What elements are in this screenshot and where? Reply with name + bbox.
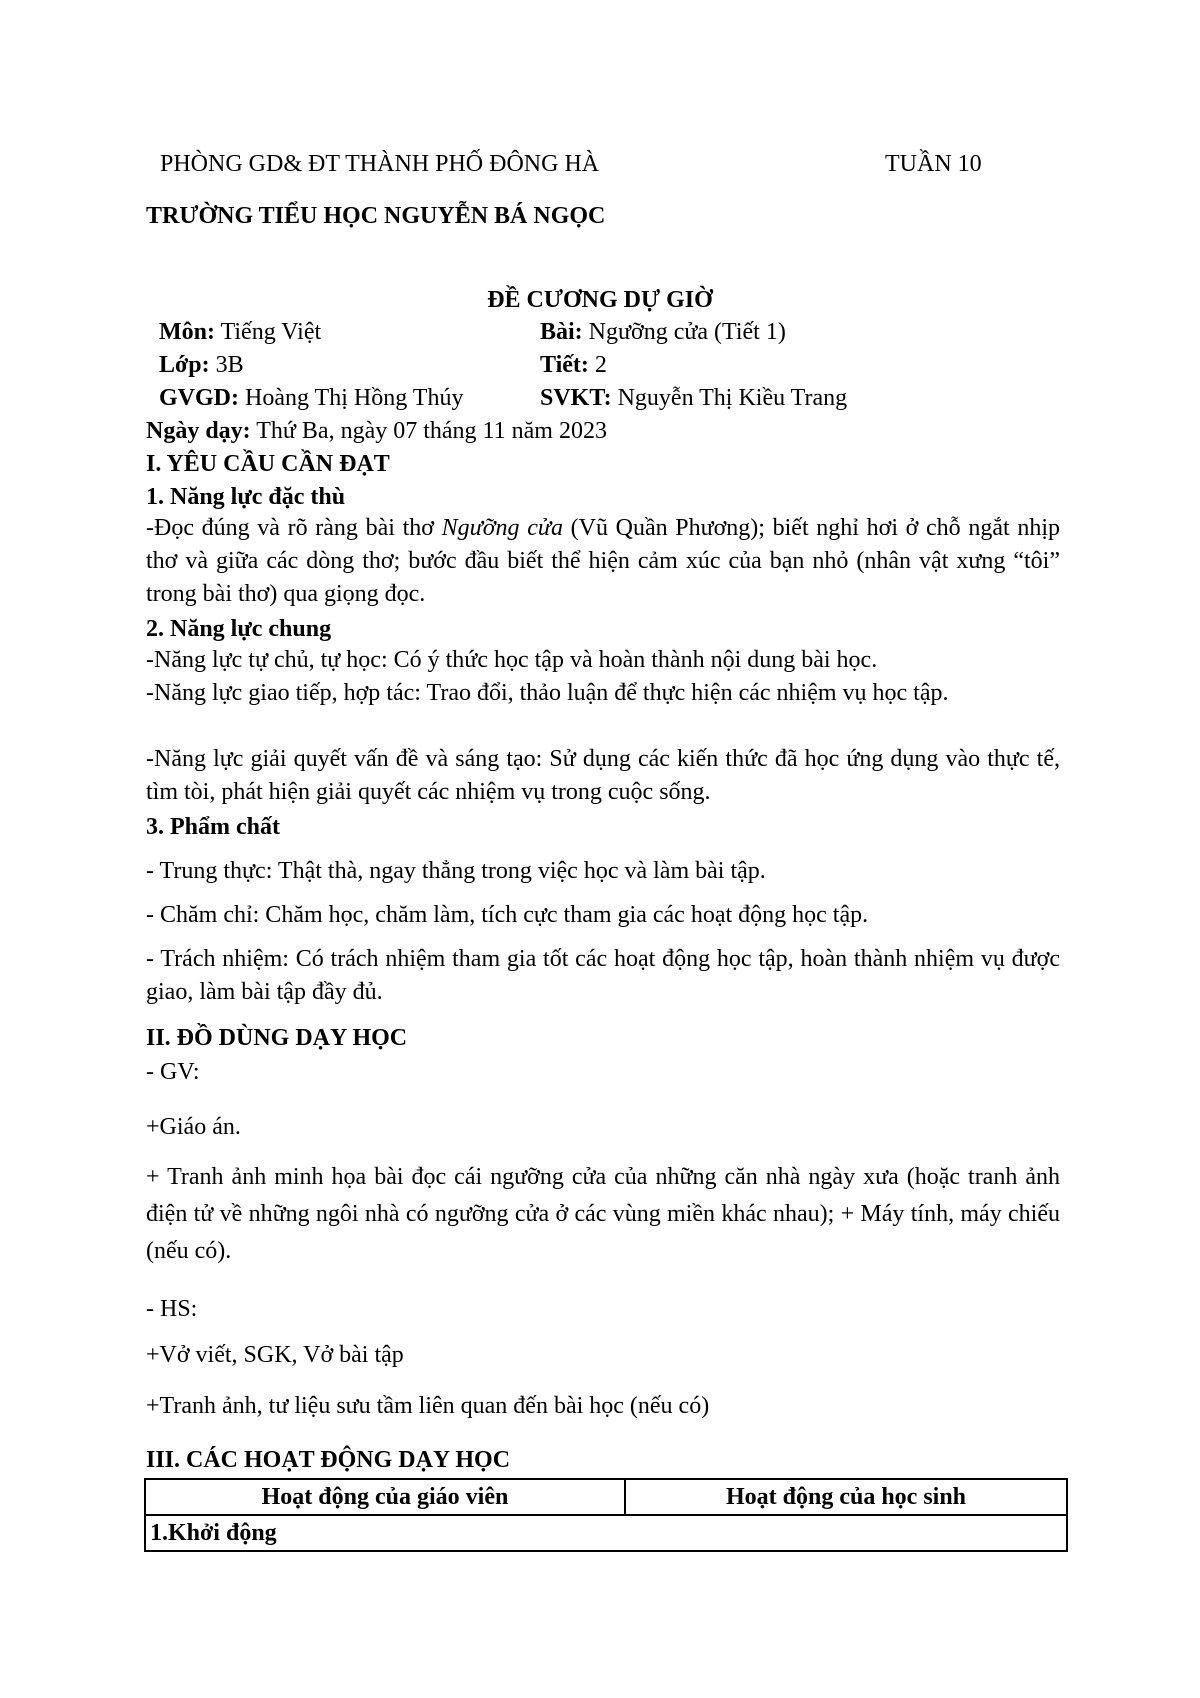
- section-1-heading: I. YÊU CẦU CẦN ĐẠT: [146, 451, 390, 477]
- section-2-heading: II. ĐỒ DÙNG DẠY HỌC: [146, 1025, 408, 1051]
- period-label: Tiết:: [540, 352, 589, 378]
- teacher-value: Hoàng Thị Hồng Thúy: [239, 385, 464, 411]
- subject-label: Môn:: [159, 319, 215, 345]
- poem-title: Ngưỡng cửa: [441, 515, 563, 541]
- date-value: Thứ Ba, ngày 07 tháng 11 năm 2023: [250, 418, 607, 444]
- intern-label: SVKT:: [540, 385, 612, 411]
- school-name: TRƯỜNG TIỂU HỌC NGUYỄN BÁ NGỌC: [146, 203, 606, 229]
- hs-item: +Vở viết, SGK, Vở bài tập: [146, 1342, 404, 1368]
- section-1-sub-2-item: -Năng lực tự chủ, tự học: Có ý thức học tập và hoàn thành nội dung bài học.: [146, 647, 878, 673]
- class-info: [159, 353, 244, 377]
- section-1-sub-3: 3. Phẩm chất: [146, 814, 280, 840]
- section-1-sub-3-item: - Trung thực: Thật thà, ngay thẳng trong việc học và làm bài tập.: [146, 858, 766, 884]
- gv-item: + Tranh ảnh minh họa bài đọc cái ngưỡng cửa của những căn nhà ngày xưa (hoặc tranh ảnh điện tử về những ngôi nhà có ngưỡng cửa ở các vùng miền khác nhau); + Máy tính, máy chiếu (nếu có).: [146, 1164, 1060, 1264]
- row-warmup: 1.Khởi động: [145, 1515, 1067, 1551]
- gv-item: +Giáo án.: [146, 1114, 241, 1140]
- week-label: TUẦN 10: [885, 151, 982, 177]
- lesson-value: Ngưỡng cửa (Tiết 1): [582, 319, 786, 345]
- intern-value: Nguyễn Thị Kiều Trang: [611, 385, 848, 411]
- subject-info: [159, 320, 321, 344]
- lesson-label: Bài:: [540, 319, 583, 345]
- date-info: [146, 419, 607, 443]
- col-student-header: Hoạt động của học sinh: [625, 1479, 1067, 1515]
- section-1-sub-1: 1. Năng lực đặc thù: [146, 484, 346, 510]
- intern-info: [540, 386, 847, 410]
- teacher-label: GVGD:: [159, 385, 239, 411]
- subject-value: Tiếng Việt: [215, 319, 322, 345]
- table-header-row: [145, 1479, 1067, 1515]
- period-value: 2: [588, 352, 607, 378]
- section-1-sub-3-item: - Trách nhiệm: Có trách nhiệm tham gia tốt các hoạt động học tập, hoàn thành nhiệm vụ được giao, làm bài tập đầy đủ.: [146, 946, 1060, 1005]
- document-title: ĐỀ CƯƠNG DỰ GIỜ: [487, 287, 713, 313]
- department-name: PHÒNG GD& ĐT THÀNH PHỐ ĐÔNG HÀ: [160, 151, 600, 177]
- col-teacher-header: Hoạt động của giáo viên: [145, 1479, 625, 1515]
- sub-1-text-a: -Đọc đúng và rõ ràng bài thơ: [146, 515, 442, 541]
- hs-label: - HS:: [146, 1296, 198, 1322]
- period-info: [540, 353, 607, 377]
- activities-table: [144, 1478, 1068, 1552]
- section-1-sub-2-item: -Năng lực giao tiếp, hợp tác: Trao đổi, thảo luận để thực hiện các nhiệm vụ học tập.: [146, 680, 949, 706]
- class-label: Lớp:: [159, 352, 210, 378]
- hs-item: +Tranh ảnh, tư liệu sưu tầm liên quan đến bài học (nếu có): [146, 1393, 710, 1419]
- section-1-sub-2-item: -Năng lực giải quyết vấn đề và sáng tạo: Sử dụng các kiến thức đã học ứng dụng vào thực tế, tìm tòi, phát hiện giải quyết các nhiệm vụ trong cuộc sống.: [146, 746, 1060, 805]
- teacher-info: [159, 386, 463, 410]
- section-3-heading: III. CÁC HOẠT ĐỘNG DẠY HỌC: [146, 1447, 511, 1473]
- class-value: 3B: [209, 352, 244, 378]
- table-row: [145, 1515, 1067, 1551]
- lesson-info: [540, 320, 786, 344]
- section-1-sub-3-item: - Chăm chỉ: Chăm học, chăm làm, tích cực tham gia các hoạt động học tập.: [146, 902, 869, 928]
- gv-label: - GV:: [146, 1059, 200, 1085]
- section-1-sub-1-text: [146, 512, 1060, 611]
- sub-1-text-b: (Vũ Quần Phương); biết nghỉ hơi ở chỗ ngắt nhịp thơ và giữa các dòng thơ; bước đầu biết thể hiện cảm xúc của bạn nhỏ (nhân vật xưng “tôi” trong bài thơ) qua giọng đọc.: [146, 515, 1060, 607]
- date-label: Ngày dạy:: [146, 418, 251, 444]
- section-1-sub-2: 2. Năng lực chung: [146, 616, 332, 642]
